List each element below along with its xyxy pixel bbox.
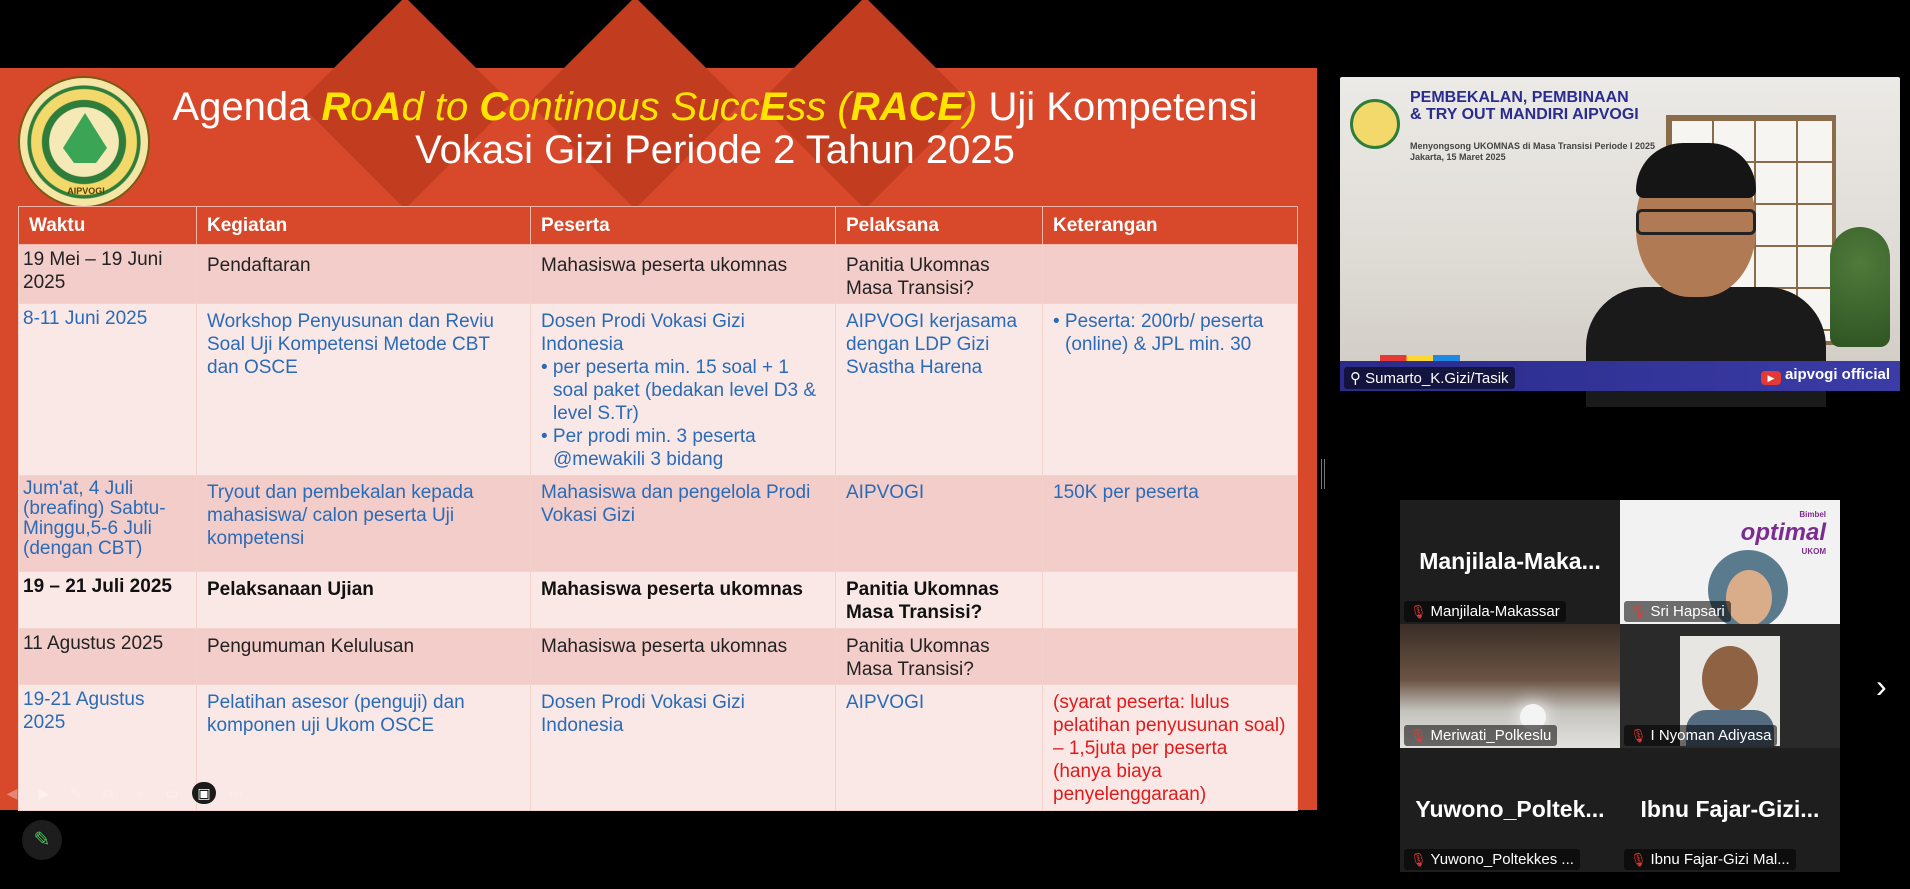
participant-tile[interactable] xyxy=(1400,624,1620,748)
table-cell: Pendaftaran xyxy=(197,245,531,304)
participant-big-name: Yuwono_Poltek... xyxy=(1415,796,1605,822)
participant-name: Manjilala-Makassar xyxy=(1430,603,1560,620)
title-text: A xyxy=(372,85,402,129)
title-text: d to xyxy=(401,85,480,129)
annotate-button[interactable] xyxy=(22,820,62,860)
participant-name: Yuwono_Poltekkes ... xyxy=(1430,851,1574,868)
participant-name: Meriwati_Polkeslu xyxy=(1430,727,1552,744)
channel-name: aipvogi official xyxy=(1784,366,1890,383)
participant-name: Ibnu Fajar-Gizi Mal... xyxy=(1650,851,1790,868)
banner-stripe xyxy=(1380,355,1460,361)
table-cell: Panitia Ukomnas Masa Transisi? xyxy=(836,629,1043,685)
title-text: ontinous Succ xyxy=(508,85,760,129)
table-cell: Pengumuman Kelulusan xyxy=(197,629,531,685)
table-cell: AIPVOGI xyxy=(836,685,1043,811)
prev-slide-icon[interactable]: ◀ xyxy=(6,785,18,801)
participant-label xyxy=(1404,849,1580,870)
title-text: R xyxy=(321,85,351,129)
camera-icon[interactable]: ▣ xyxy=(192,782,216,804)
column-header: Peserta xyxy=(531,207,836,245)
person-head xyxy=(1702,646,1758,712)
pen-tool-icon[interactable]: ✎ xyxy=(70,785,82,801)
logo-label: AIPVOGI xyxy=(67,186,105,196)
table-cell xyxy=(531,304,836,476)
participant-label xyxy=(1624,601,1731,622)
aipvogi-logo xyxy=(18,76,150,208)
table-cell: Jum'at, 4 Juli (breafing) Sabtu-Minggu,5-6 Juli (dengan CBT) xyxy=(19,476,197,572)
participant-big-name: Manjilala-Maka... xyxy=(1419,548,1601,574)
title-text: E xyxy=(759,85,787,129)
table-cell: Mahasiswa peserta ukomnas xyxy=(531,572,836,629)
mic-muted-icon: 🎙 xyxy=(1410,728,1427,743)
table-cell xyxy=(1043,304,1298,476)
mic-muted-icon: 🎙 xyxy=(1630,604,1647,619)
table-cell: Panitia Ukomnas Masa Transisi? xyxy=(836,245,1043,304)
table-cell: (syarat peserta: lulus pelatihan penyusunan soal) – 1,5juta per peserta (hanya biaya penyelenggaraan) xyxy=(1043,685,1298,811)
title-text: ss ( xyxy=(786,85,851,129)
person-face xyxy=(1726,570,1772,626)
table-cell: Mahasiswa peserta ukomnas xyxy=(531,245,836,304)
table-cell: 150K per peserta xyxy=(1043,476,1298,572)
banner-title xyxy=(1410,89,1639,123)
participant-tile[interactable] xyxy=(1400,748,1620,872)
participant-gallery xyxy=(1400,500,1840,872)
mic-muted-icon: 🎙 xyxy=(1630,728,1647,743)
youtube-channel xyxy=(1761,366,1890,385)
participant-big-name: Ibnu Fajar-Gizi... xyxy=(1640,796,1820,822)
participant-label xyxy=(1404,725,1557,746)
table-row xyxy=(19,629,1298,685)
participant-name: I Nyoman Adiyasa xyxy=(1650,727,1772,744)
table-cell: Panitia Ukomnas Masa Transisi? xyxy=(836,572,1043,629)
list-item: • per peserta min. 15 soal + 1 soal paket (bedakan level D3 & level S.Tr) xyxy=(541,357,816,424)
table-cell xyxy=(1043,629,1298,685)
speaker-name-label xyxy=(1344,367,1515,389)
shared-slide xyxy=(0,68,1317,851)
slide-title xyxy=(140,86,1290,172)
speaker-name: Sumarto_K.Gizi/Tasik xyxy=(1365,370,1509,387)
brand-sub: UKOM xyxy=(1801,547,1826,556)
mic-muted-icon: 🎙 xyxy=(1630,852,1647,867)
mic-muted-icon: 🎙 xyxy=(1410,604,1427,619)
table-cell: 8-11 Juni 2025 xyxy=(19,304,197,476)
subtitle-icon[interactable]: ▭ xyxy=(165,785,179,801)
participant-tile[interactable] xyxy=(1620,500,1840,624)
banner-subtitle-line: Jakarta, 15 Maret 2025 xyxy=(1410,152,1506,162)
table-cell: Mahasiswa dan pengelola Prodi Vokasi Gizi xyxy=(531,476,836,572)
title-text: o xyxy=(350,85,373,129)
youtube-icon: ▶ xyxy=(1761,371,1781,385)
brand-top: Bimbel xyxy=(1799,510,1826,519)
participant-label xyxy=(1624,725,1777,746)
table-cell: Workshop Penyusunan dan Reviu Soal Uji Kompetensi Metode CBT dan OSCE xyxy=(197,304,531,476)
table-cell: AIPVOGI kerjasama dengan LDP Gizi Svastha Harena xyxy=(836,304,1043,476)
banner-logo xyxy=(1350,99,1400,149)
participant-label xyxy=(1624,849,1796,870)
person-glasses xyxy=(1636,209,1756,235)
table-cell: Tryout dan pembekalan kepada mahasiswa/ calon peserta Uji kompetensi xyxy=(197,476,531,572)
speaker-person xyxy=(1606,147,1796,391)
list-item: • Per prodi min. 3 peserta @mewakili 3 bidang xyxy=(541,426,756,470)
brand-name: optimal xyxy=(1740,519,1826,546)
participant-label xyxy=(1404,601,1566,622)
column-header: Waktu xyxy=(19,207,197,245)
title-text: RACE xyxy=(850,85,965,129)
mic-muted-icon: 🎙 xyxy=(1410,852,1427,867)
logo-emblem xyxy=(63,113,107,163)
title-text: Uji Kompetensi xyxy=(977,85,1258,129)
copy-icon[interactable]: ⧉ xyxy=(103,785,113,801)
pencil-icon: ✎ xyxy=(33,829,51,851)
participant-tile[interactable] xyxy=(1620,624,1840,748)
list-item: • Peserta: 200rb/ peserta (online) & JPL min. 30 xyxy=(1053,311,1264,355)
banner-subtitle-line: Menyongsong UKOMNAS di Masa Transisi Periode I 2025 xyxy=(1410,141,1656,151)
table-cell: Pelaksanaan Ujian xyxy=(197,572,531,629)
column-header: Kegiatan xyxy=(197,207,531,245)
table-cell: 11 Agustus 2025 xyxy=(19,629,197,685)
title-text: Agenda xyxy=(172,85,322,129)
agenda-table xyxy=(18,206,1298,811)
column-header: Keterangan xyxy=(1043,207,1298,245)
next-slide-icon[interactable]: ▶ xyxy=(38,785,50,801)
banner-title-line: & TRY OUT MANDIRI AIPVOGI xyxy=(1410,106,1639,123)
more-icon[interactable]: ⋯ xyxy=(229,785,243,801)
table-row xyxy=(19,245,1298,304)
zoom-icon[interactable]: ⌕ xyxy=(136,785,144,801)
pin-icon: ⚲ xyxy=(1350,370,1366,387)
column-header: Pelaksana xyxy=(836,207,1043,245)
table-cell xyxy=(1043,245,1298,304)
banner-title-line: PEMBEKALAN, PEMBINAAN xyxy=(1410,89,1629,106)
slide-toolbar xyxy=(0,782,248,804)
title-text: C xyxy=(479,85,509,129)
title-text: ) xyxy=(964,85,978,129)
bimbel-brand xyxy=(1741,510,1826,556)
person-hair xyxy=(1636,143,1756,198)
bullet-list xyxy=(541,356,825,471)
panel-splitter[interactable] xyxy=(1321,459,1325,489)
chevron-right-icon[interactable]: › xyxy=(1876,668,1887,704)
table-row xyxy=(19,304,1298,476)
participant-tile[interactable] xyxy=(1620,748,1840,872)
table-cell: Mahasiswa peserta ukomnas xyxy=(531,629,836,685)
cell-text: Dosen Prodi Vokasi Gizi Indonesia xyxy=(541,311,745,355)
participant-tile[interactable] xyxy=(1400,500,1620,624)
table-cell: Dosen Prodi Vokasi Gizi Indonesia xyxy=(531,685,836,811)
speaker-video[interactable] xyxy=(1340,77,1900,391)
background-plant xyxy=(1830,227,1890,347)
table-cell: 19 Mei – 19 Juni 2025 xyxy=(19,245,197,304)
table-cell: Pelatihan asesor (penguji) dan komponen uji Ukom OSCE xyxy=(197,685,531,811)
bullet-list xyxy=(1053,310,1287,356)
title-text: Vokasi Gizi Periode 2 Tahun 2025 xyxy=(415,128,1015,172)
table-row xyxy=(19,476,1298,572)
table-cell xyxy=(1043,572,1298,629)
table-row xyxy=(19,572,1298,629)
table-cell: 19-21 Agustus 2025 xyxy=(19,685,197,811)
table-cell: 19 – 21 Juli 2025 xyxy=(19,572,197,629)
table-header-row xyxy=(19,207,1298,245)
table-cell: AIPVOGI xyxy=(836,476,1043,572)
participant-name: Sri Hapsari xyxy=(1650,603,1725,620)
